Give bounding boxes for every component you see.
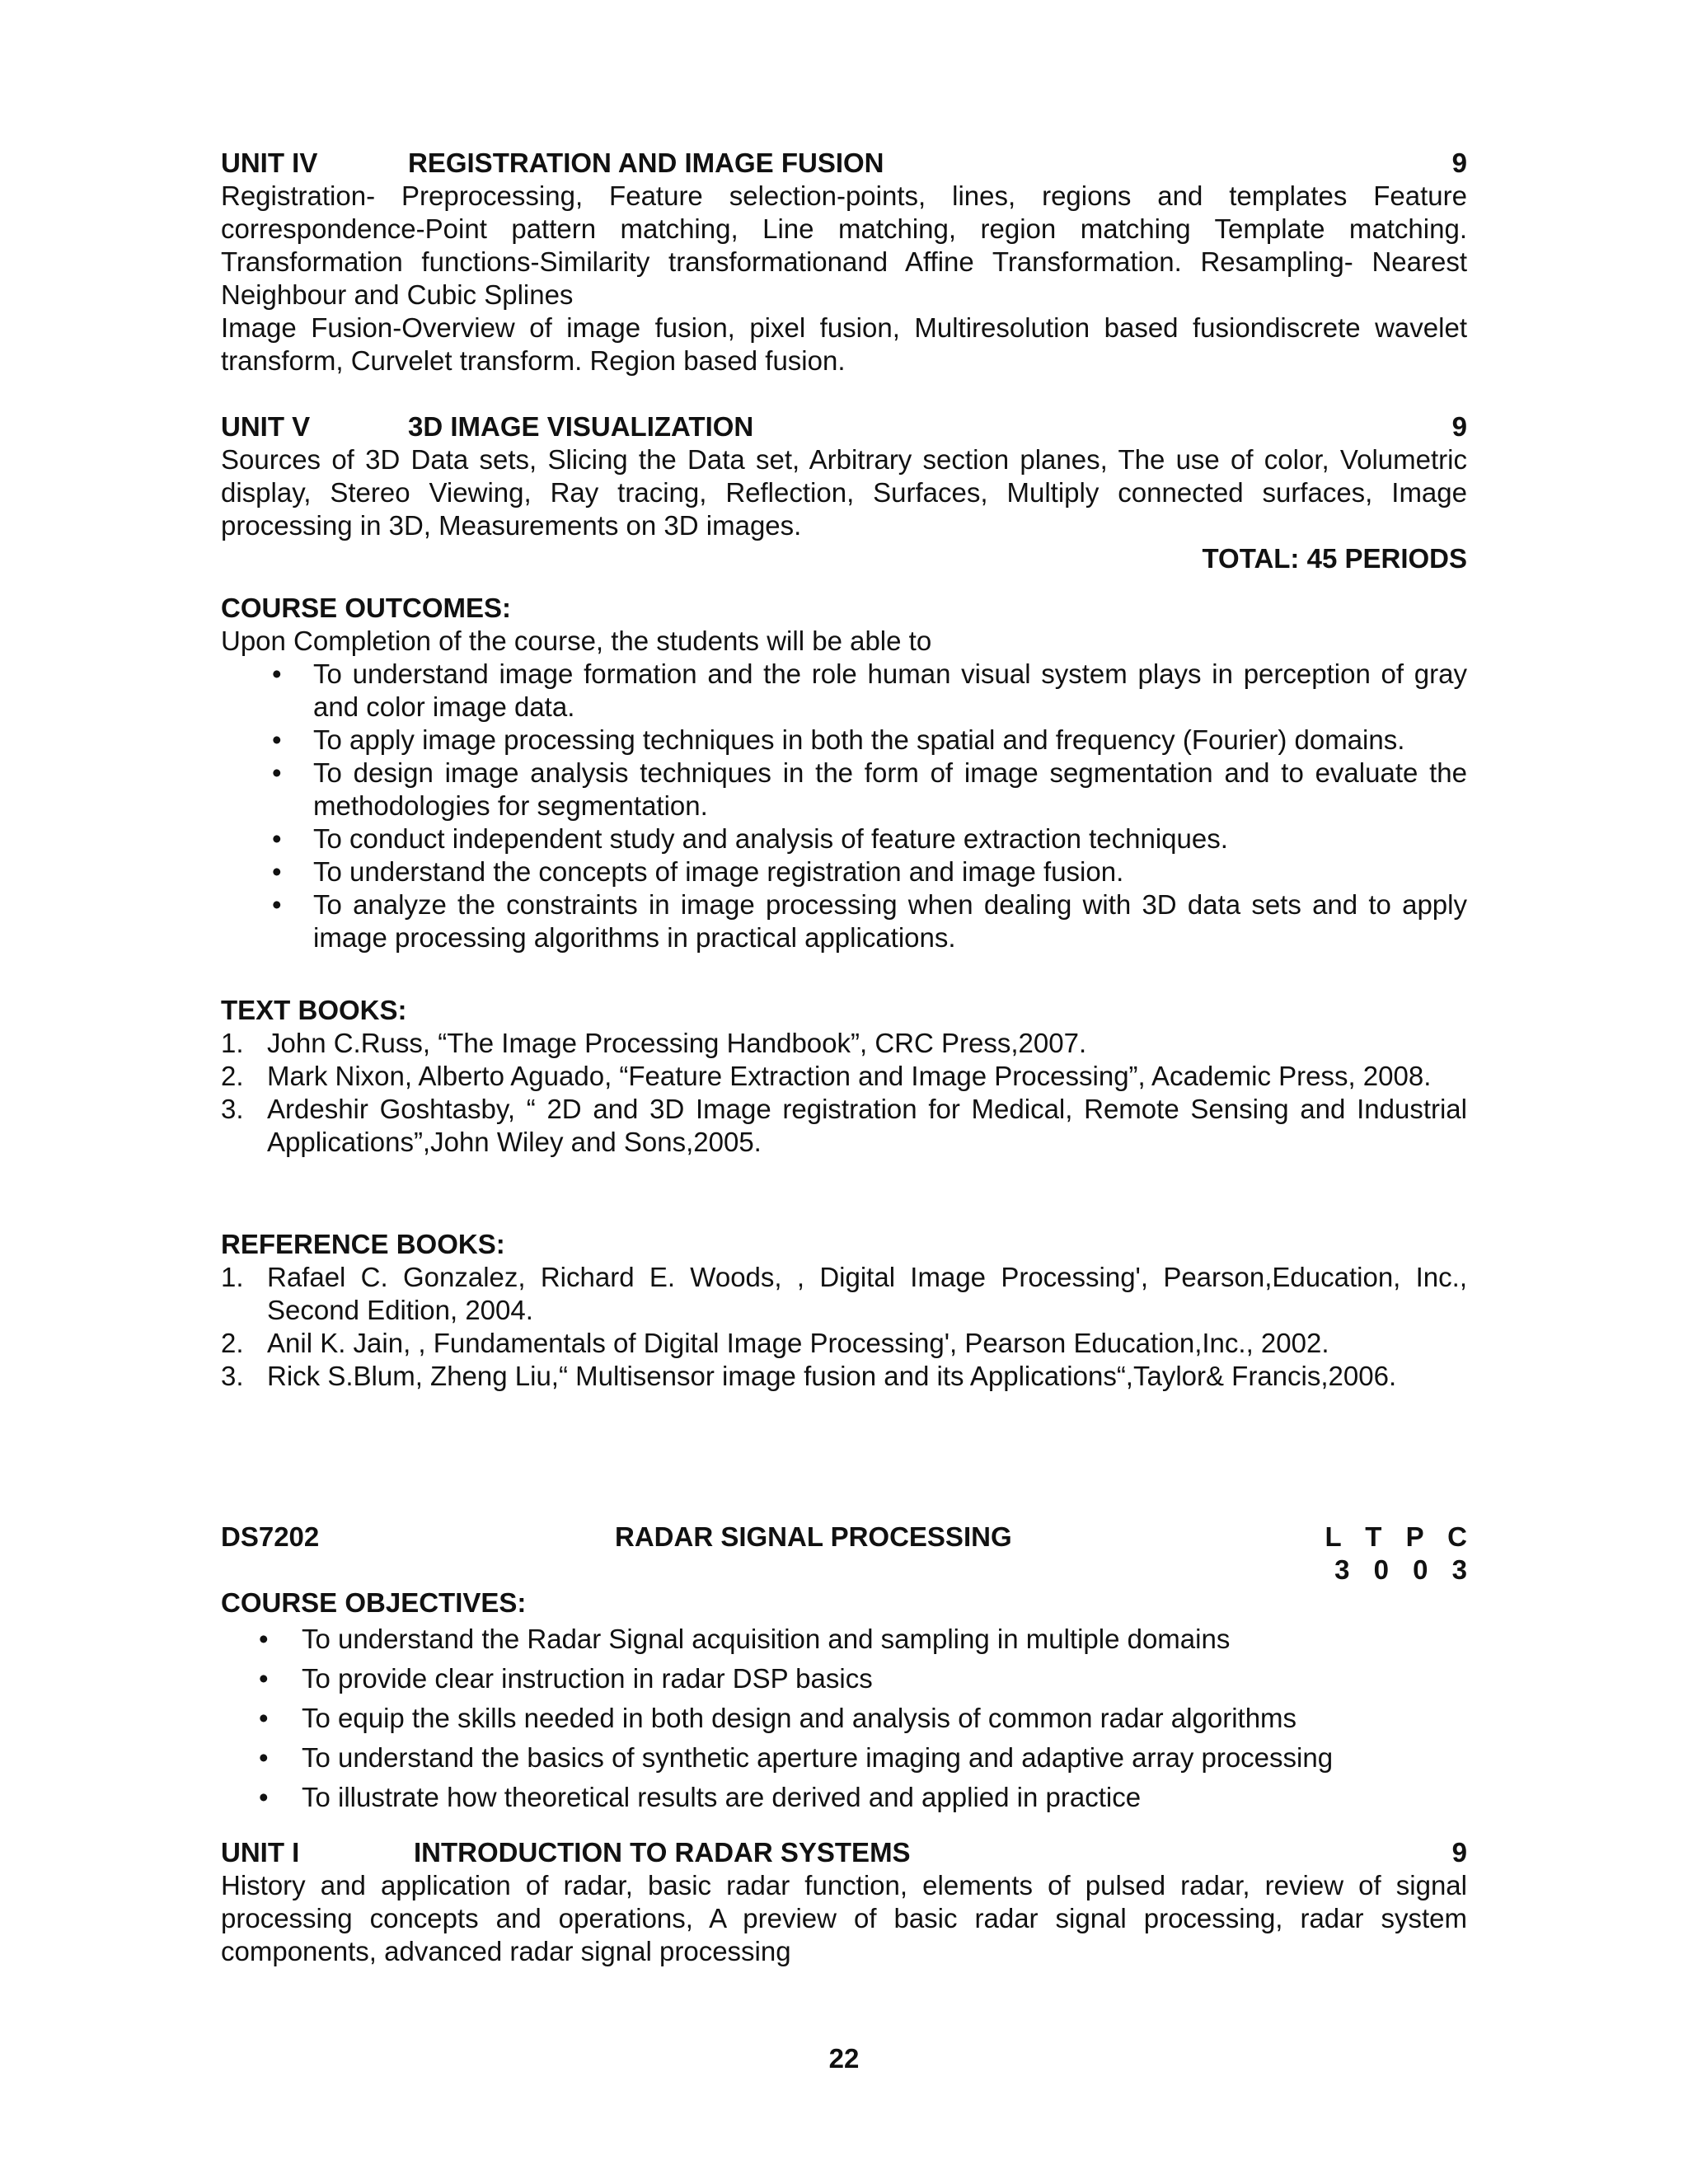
- objective-text: To equip the skills needed in both design and analysis of common radar algorithms: [302, 1703, 1297, 1733]
- objective-item: [221, 1699, 1467, 1738]
- list-number: 3.: [221, 1094, 244, 1124]
- total-periods: TOTAL: 45 PERIODS: [1202, 543, 1467, 574]
- ltpc-header: L T P C: [1325, 1521, 1475, 1552]
- bullet-icon: •: [272, 889, 282, 920]
- radar-unit-i-section: [221, 1836, 1467, 1968]
- text-books-heading: TEXT BOOKS:: [221, 995, 407, 1025]
- unit-title: 3D IMAGE VISUALIZATION: [408, 411, 754, 442]
- reference-book-item: [221, 1360, 1467, 1393]
- reference-book-item: [221, 1261, 1467, 1327]
- list-number: 2.: [221, 1061, 244, 1091]
- reference-books-list: [221, 1261, 1467, 1393]
- unit-v-text: Sources of 3D Data sets, Slicing the Data set, Arbitrary section planes, The use of color, Volumetric display, Stereo Viewing, Ray tracing, Reflection, Surfaces, Multiply connected surfaces, Image processing in 3D, Measurements on 3D images.: [221, 444, 1467, 541]
- text-book-item: [221, 1027, 1467, 1060]
- unit-iv-fusion-text: Image Fusion-Overview of image fusion, pixel fusion, Multiresolution based fusiondiscrete wavelet transform, Curvelet transform. Region based fusion.: [221, 312, 1467, 376]
- list-number: 2.: [221, 1328, 244, 1358]
- outcome-item: [221, 757, 1467, 823]
- objective-item: [221, 1738, 1467, 1778]
- ltpc-values: 3 0 0 3: [1334, 1554, 1475, 1585]
- reference-books-section: [221, 1228, 1467, 1393]
- course-header: [221, 1521, 1475, 1586]
- reference-book-item-text: Anil K. Jain, , Fundamentals of Digital Image Processing', Pearson Education,Inc., 2002.: [267, 1328, 1329, 1358]
- course-title: RADAR SIGNAL PROCESSING: [615, 1521, 1012, 1552]
- unit-iv-section: [221, 147, 1467, 377]
- bullet-icon: •: [259, 1663, 269, 1694]
- reference-book-item-text: Rafael C. Gonzalez, Richard E. Woods, , Digital Image Processing', Pearson,Education, Inc., Second Edition, 2004.: [267, 1262, 1467, 1325]
- bullet-icon: •: [272, 757, 282, 788]
- reference-books-heading: REFERENCE BOOKS:: [221, 1229, 505, 1259]
- objective-item: [221, 1778, 1467, 1817]
- unit-v-header: [221, 410, 1467, 443]
- text-book-item-text: Mark Nixon, Alberto Aguado, “Feature Extraction and Image Processing”, Academic Press, 2008.: [267, 1061, 1432, 1091]
- course-code: DS7202: [221, 1521, 320, 1552]
- reference-book-item: [221, 1327, 1467, 1360]
- text-books-section: [221, 994, 1467, 1159]
- bullet-icon: •: [259, 1742, 269, 1773]
- outcome-item: [221, 658, 1467, 724]
- course-outcomes-heading: COURSE OUTCOMES:: [221, 593, 512, 623]
- unit-code: UNIT I: [221, 1837, 300, 1868]
- objective-text: To understand the Radar Signal acquisition and sampling in multiple domains: [302, 1624, 1231, 1654]
- objective-text: To provide clear instruction in radar DSP basics: [302, 1663, 873, 1694]
- bullet-icon: •: [272, 658, 282, 689]
- unit-v-section: [221, 410, 1467, 575]
- radar-unit-i-header: [221, 1836, 1467, 1869]
- course-title-row: [221, 1521, 1475, 1554]
- bullet-icon: •: [272, 823, 282, 854]
- course-outcomes-section: [221, 592, 1467, 954]
- unit-hours: 9: [1451, 1837, 1467, 1868]
- unit-iv-header: [221, 147, 1467, 180]
- unit-title: INTRODUCTION TO RADAR SYSTEMS: [414, 1837, 911, 1868]
- objective-item: [221, 1659, 1467, 1699]
- bullet-icon: •: [272, 724, 282, 755]
- radar-unit-i-text: History and application of radar, basic radar function, elements of pulsed radar, review of signal processing concepts and operations, A preview of basic radar signal processing, radar system components, advanced radar signal processing: [221, 1870, 1467, 1966]
- outcome-item: [221, 823, 1467, 855]
- text-book-item: [221, 1060, 1467, 1093]
- course-objectives-heading: COURSE OBJECTIVES:: [221, 1587, 527, 1618]
- list-number: 1.: [221, 1262, 244, 1292]
- bullet-icon: •: [259, 1624, 269, 1654]
- outcome-item: [221, 855, 1467, 888]
- list-number: 1.: [221, 1028, 244, 1058]
- reference-book-item-text: Rick S.Blum, Zheng Liu,“ Multisensor image fusion and its Applications“,Taylor& Francis,2006.: [267, 1361, 1397, 1391]
- list-number: 3.: [221, 1361, 244, 1391]
- outcome-text: To apply image processing techniques in both the spatial and frequency (Fourier) domains.: [313, 724, 1405, 755]
- unit-code: UNIT IV: [221, 148, 318, 178]
- unit-title: REGISTRATION AND IMAGE FUSION: [408, 148, 884, 178]
- unit-code: UNIT V: [221, 411, 311, 442]
- outcome-text: To conduct independent study and analysis of feature extraction techniques.: [313, 823, 1228, 854]
- text-book-item: [221, 1093, 1467, 1159]
- text-book-item-text: Ardeshir Goshtasby, “ 2D and 3D Image registration for Medical, Remote Sensing and Industrial Applications”,John Wiley and Sons,2005.: [267, 1094, 1467, 1157]
- objective-text: To illustrate how theoretical results are derived and applied in practice: [302, 1782, 1142, 1812]
- page-number: 22: [828, 2043, 860, 2074]
- unit-hours: 9: [1451, 148, 1467, 178]
- text-book-item-text: John C.Russ, “The Image Processing Handbook”, CRC Press,2007.: [267, 1028, 1087, 1058]
- unit-hours: 9: [1451, 411, 1467, 442]
- text-books-list: [221, 1027, 1467, 1159]
- unit-iv-text: Registration- Preprocessing, Feature selection-points, lines, regions and templates Feature correspondence-Point pattern matching, Line matching, region matching Template matching. Transformation functions-Similarity transformationand Affine Transformation. Resampling- Nearest Neighbour and Cubic Splines: [221, 180, 1467, 310]
- bullet-icon: •: [259, 1703, 269, 1733]
- objective-text: To understand the basics of synthetic aperture imaging and adaptive array processing: [302, 1742, 1334, 1773]
- outcome-item: [221, 888, 1467, 954]
- course-objectives-section: [221, 1586, 1467, 1817]
- course-outcomes-list: [221, 658, 1467, 954]
- course-outcomes-intro: Upon Completion of the course, the students will be able to: [221, 626, 932, 656]
- bullet-icon: •: [259, 1782, 269, 1812]
- outcome-text: To understand image formation and the role human visual system plays in perception of gray and color image data.: [313, 658, 1467, 722]
- outcome-text: To analyze the constraints in image processing when dealing with 3D data sets and to apply image processing algorithms in practical applications.: [313, 889, 1467, 953]
- outcome-text: To understand the concepts of image registration and image fusion.: [313, 856, 1124, 887]
- ltpc-values-row: [221, 1554, 1475, 1586]
- bullet-icon: •: [272, 856, 282, 887]
- outcome-text: To design image analysis techniques in the form of image segmentation and to evaluate the methodologies for segmentation.: [313, 757, 1467, 821]
- outcome-item: [221, 724, 1467, 757]
- objective-item: [221, 1619, 1467, 1659]
- course-objectives-list: [221, 1619, 1467, 1817]
